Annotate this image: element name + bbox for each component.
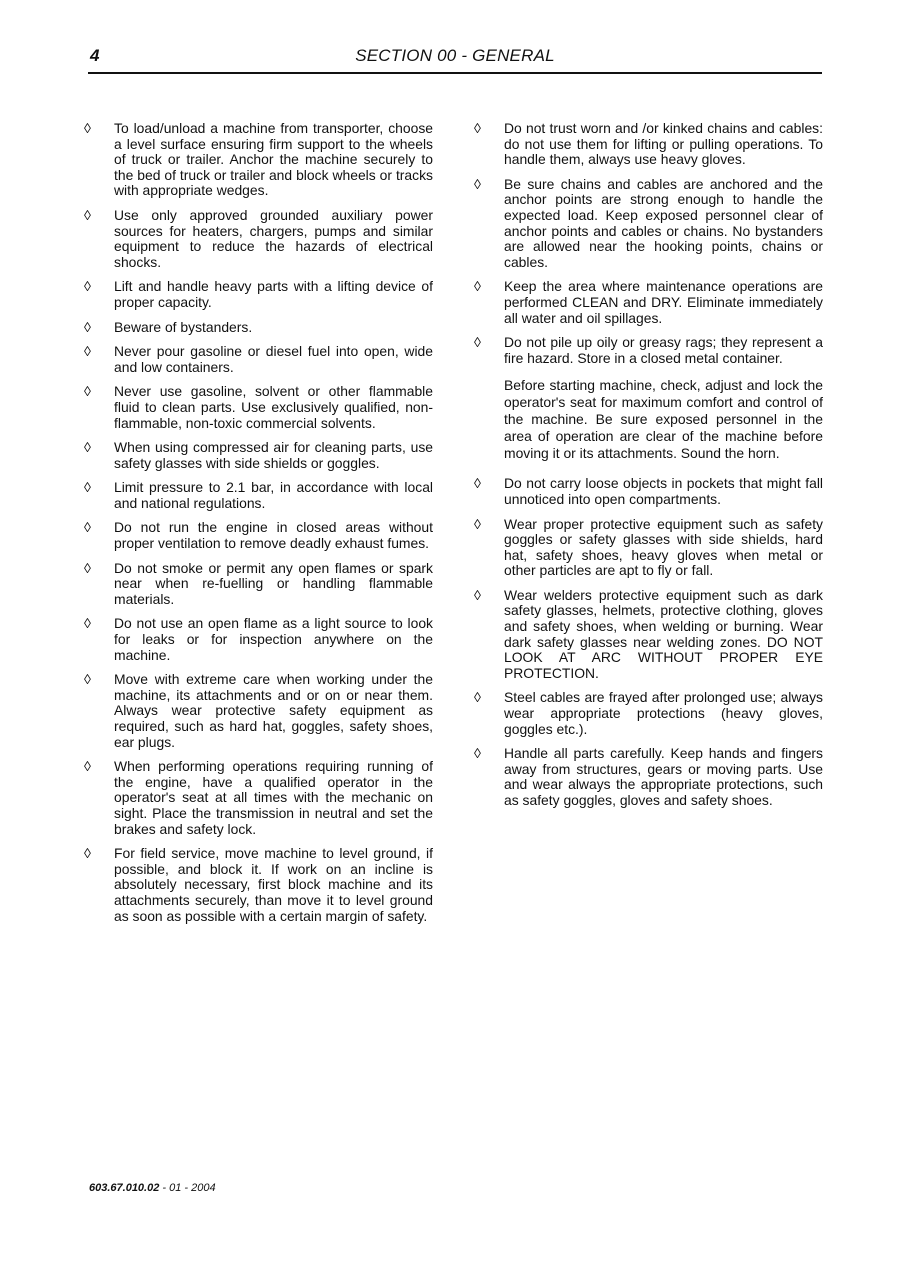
- diamond-bullet-icon: ◊: [474, 475, 481, 492]
- safety-instruction-item: [84, 440, 433, 471]
- instruction-text: Lift and handle heavy parts with a lifting device of proper capacity.: [114, 278, 433, 310]
- safety-instruction-item: [474, 279, 823, 326]
- diamond-bullet-icon: ◊: [474, 278, 481, 295]
- instruction-text: Be sure chains and cables are anchored and the anchor points are strong enough to handle the expected load. Keep exposed personnel clear of anchor points and cables or chains. No bystanders are allowed near the hooking points, chains or cables.: [504, 175, 823, 270]
- page-number: 4: [90, 46, 100, 65]
- instruction-text: Keep the area where maintenance operations are performed CLEAN and DRY. Eliminate immediately all water and oil spillages.: [504, 278, 823, 326]
- safety-instruction-item: [474, 121, 823, 168]
- diamond-bullet-icon: ◊: [474, 175, 481, 192]
- instruction-text: For field service, move machine to level ground, if possible, and block it. If work on an incline is absolutely necessary, first block machine and its attachments securely, than move it to level ground as soon as possible with a certain margin of safety.: [114, 845, 433, 924]
- safety-instruction-item: [474, 335, 823, 366]
- page-footer: [89, 1182, 216, 1194]
- diamond-bullet-icon: ◊: [84, 519, 91, 536]
- diamond-bullet-icon: ◊: [84, 318, 91, 335]
- safety-instruction-item: [474, 588, 823, 682]
- safety-instruction-item: [474, 177, 823, 271]
- instruction-text: Do not use an open flame as a light source to look for leaks or for inspection anywhere on the machine.: [114, 615, 433, 663]
- diamond-bullet-icon: ◊: [84, 120, 91, 136]
- safety-instruction-item: [84, 616, 433, 663]
- diamond-bullet-icon: ◊: [84, 479, 91, 496]
- diamond-bullet-icon: ◊: [84, 343, 91, 360]
- instruction-text: Use only approved grounded auxiliary power sources for heaters, chargers, pumps and similar equipment to reduce the hazards of electrical shocks.: [114, 206, 433, 270]
- safety-instruction-item: [84, 846, 433, 924]
- instruction-text: Beware of bystanders.: [114, 318, 253, 335]
- safety-instruction-item: [84, 344, 433, 375]
- diamond-bullet-icon: ◊: [84, 278, 91, 295]
- seat-check-paragraph: Before starting machine, check, adjust and lock the operator's seat for maximum comfort and control of the machine. Be sure exposed personnel in the area of operation are clear of the machine before moving it or its attachments. Sound the horn.: [504, 377, 823, 462]
- safety-instruction-item: [84, 121, 433, 199]
- right-column-list-a: [474, 121, 823, 366]
- instruction-text: Handle all parts carefully. Keep hands and fingers away from structures, gears or moving parts. Use and wear always the appropriate protections, such as safety goggles, gloves and safety shoes.: [504, 745, 823, 808]
- document-revision: - 01 - 2004: [159, 1182, 216, 1194]
- diamond-bullet-icon: ◊: [84, 383, 91, 400]
- safety-instruction-item: [474, 517, 823, 579]
- diamond-bullet-icon: ◊: [474, 515, 481, 532]
- instruction-text: To load/unload a machine from transporter, choose a level surface ensuring firm support to the wheels of truck or trailer. Anchor the machine securely to the bed of truck or trailer and block wheels or tracks with appropriate wedges.: [114, 120, 433, 199]
- instruction-text: Limit pressure to 2.1 bar, in accordance with local and national regulations.: [114, 479, 433, 511]
- safety-instruction-item: [474, 476, 823, 507]
- diamond-bullet-icon: ◊: [84, 671, 91, 688]
- safety-instruction-item: [84, 279, 433, 310]
- safety-instruction-item: [84, 561, 433, 608]
- safety-instruction-item: [84, 672, 433, 750]
- instruction-text: Do not smoke or permit any open flames or spark near when re-fuelling or handling flammable materials.: [114, 559, 433, 607]
- section-title: SECTION 00 - GENERAL: [355, 46, 555, 65]
- right-column-list-b: [474, 476, 823, 808]
- instruction-text: Do not pile up oily or greasy rags; they represent a fire hazard. Store in a closed metal container.: [504, 334, 823, 366]
- page-header: [88, 44, 822, 74]
- left-column: [84, 121, 433, 933]
- instruction-text: Do not run the engine in closed areas without proper ventilation to remove deadly exhaust fumes.: [114, 519, 433, 552]
- diamond-bullet-icon: ◊: [474, 334, 481, 351]
- diamond-bullet-icon: ◊: [474, 120, 481, 136]
- diamond-bullet-icon: ◊: [84, 615, 91, 632]
- instruction-text: Steel cables are frayed after prolonged use; always wear appropriate protections (heavy gloves, goggles etc.).: [504, 689, 823, 737]
- safety-instruction-item: [474, 690, 823, 737]
- right-column: [474, 121, 823, 818]
- diamond-bullet-icon: ◊: [84, 559, 91, 576]
- diamond-bullet-icon: ◊: [474, 586, 481, 603]
- instruction-text: Wear welders protective equipment such as dark safety glasses, helmets, protective clothing, gloves and safety shoes, when welding or burning. Wear dark safety glasses near welding zones. DO NOT LOOK AT ARC WITHOUT PROPER EYE PROTECTION.: [504, 586, 823, 681]
- instruction-text: When using compressed air for cleaning parts, use safety glasses with side shields or goggles.: [114, 439, 433, 471]
- document-code: 603.67.010.02: [89, 1182, 160, 1194]
- safety-instruction-item: [84, 520, 433, 551]
- safety-instruction-item: [84, 480, 433, 511]
- safety-instruction-item: [84, 208, 433, 270]
- instruction-text: Never pour gasoline or diesel fuel into open, wide and low containers.: [114, 343, 433, 375]
- safety-instruction-item: [84, 759, 433, 837]
- diamond-bullet-icon: ◊: [84, 845, 91, 862]
- diamond-bullet-icon: ◊: [84, 439, 91, 456]
- instruction-text: When performing operations requiring running of the engine, have a qualified operator in the operator's seat at all times with the mechanic on sight. Place the transmission in neutral and set the brakes and safety lock.: [114, 758, 433, 837]
- diamond-bullet-icon: ◊: [84, 206, 91, 223]
- instruction-text: Wear proper protective equipment such as safety goggles or safety glasses with side shields, hard hat, safety shoes, heavy gloves when metal or other particles are apt to fly or fall.: [504, 515, 823, 579]
- instruction-text: Do not trust worn and /or kinked chains and cables: do not use them for lifting or pulling operations. To handle them, always use heavy gloves.: [504, 120, 823, 168]
- instruction-text: Move with extreme care when working under the machine, its attachments and or on or near them. Always wear protective safety equipment as required, such as hard hat, goggles, safety shoes, ear plugs.: [114, 671, 433, 750]
- diamond-bullet-icon: ◊: [474, 689, 481, 706]
- safety-instruction-item: [84, 320, 433, 336]
- safety-instruction-item: [84, 384, 433, 431]
- diamond-bullet-icon: ◊: [84, 758, 91, 775]
- safety-instruction-item: [474, 746, 823, 808]
- instruction-text: Never use gasoline, solvent or other flammable fluid to clean parts. Use exclusively qualified, non-flammable, non-toxic commercial solvents.: [114, 383, 433, 431]
- diamond-bullet-icon: ◊: [474, 745, 481, 762]
- instruction-text: Do not carry loose objects in pockets that might fall unnoticed into open compartments.: [504, 475, 823, 507]
